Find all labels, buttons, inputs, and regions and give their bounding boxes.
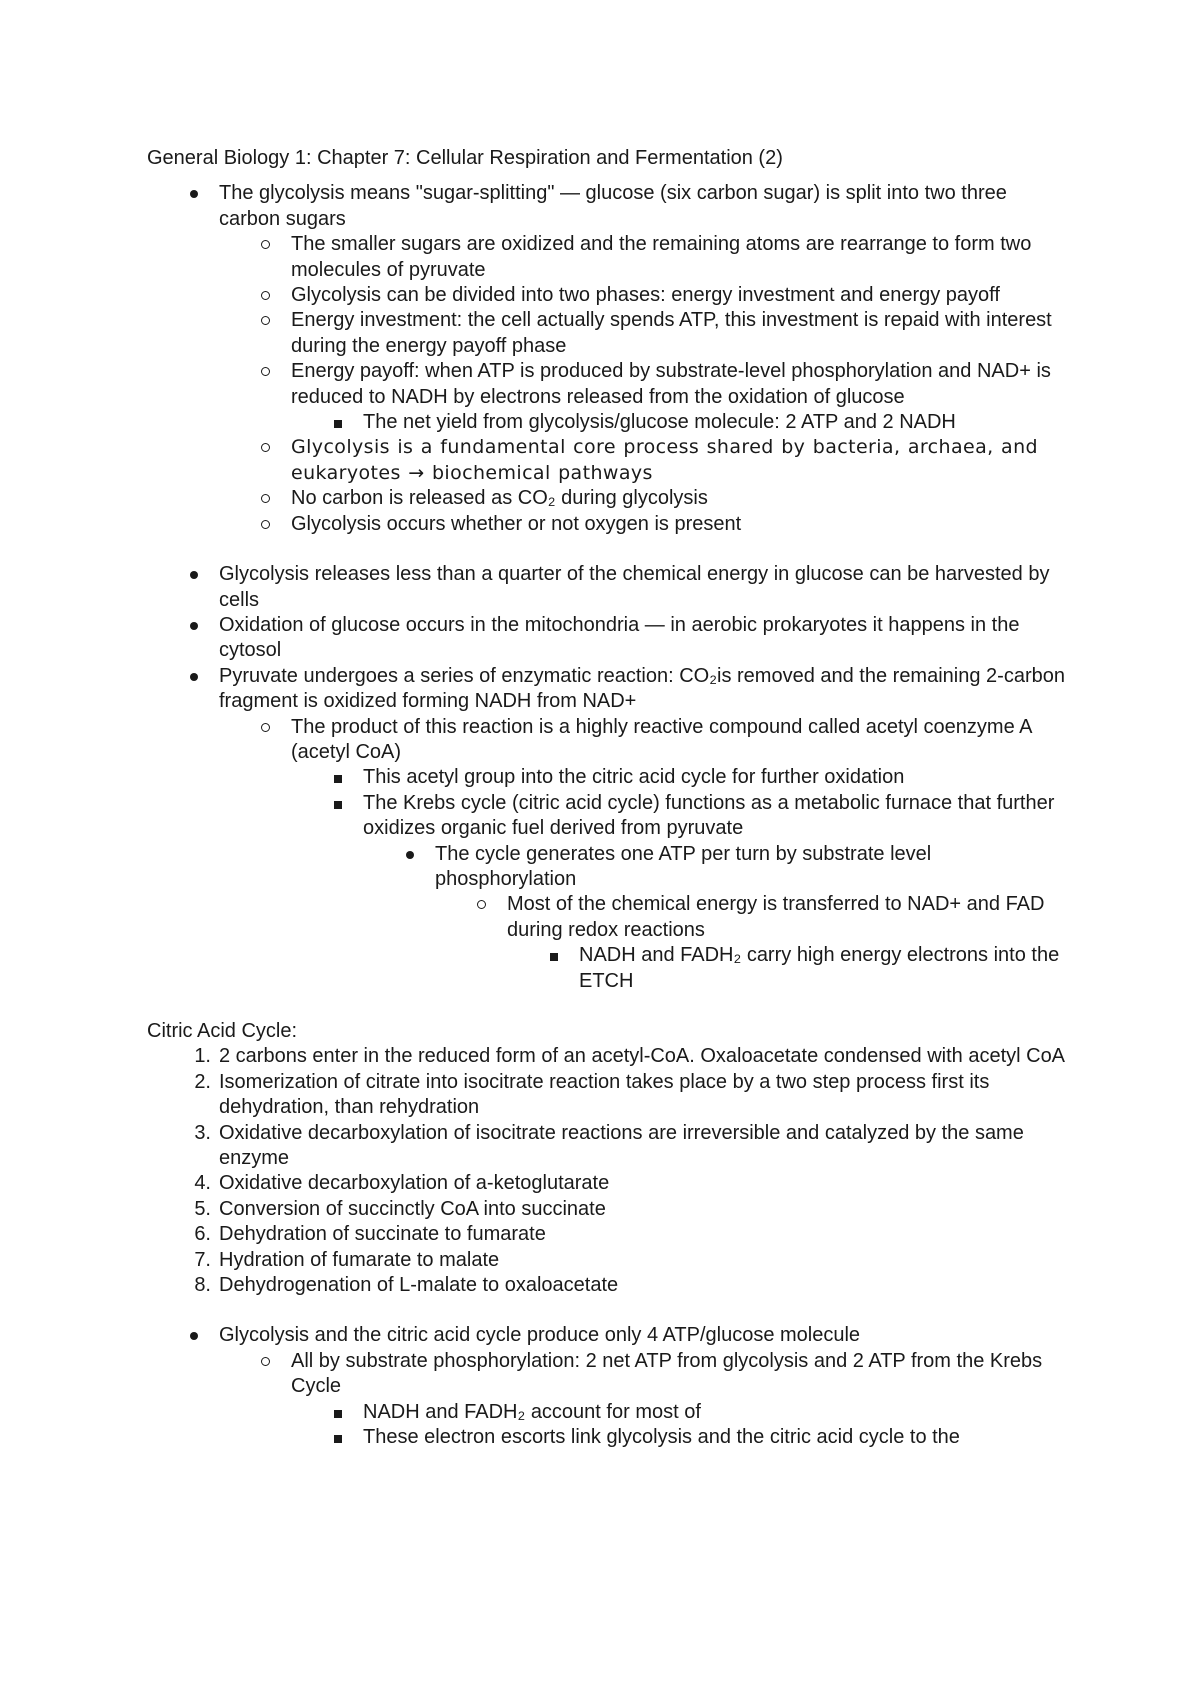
list-item-text: The net yield from glycolysis/glucose molecule: 2 ATP and 2 NADH bbox=[363, 411, 956, 434]
list-item-text: Glycolysis is a fundamental core process shared by bacteria, archaea, and eukaryotes → biochemical pathways bbox=[291, 436, 1038, 484]
list-item-text: No carbon is released as CO₂ during glycolysis bbox=[291, 487, 708, 510]
citric-acid-heading: Citric Acid Cycle: bbox=[147, 1020, 298, 1042]
list-item bbox=[363, 1400, 1067, 1425]
list-item-text: 2 carbons enter in the reduced form of an acetyl-CoA. Oxaloacetate condensed with acetyl CoA bbox=[219, 1045, 1066, 1068]
list-item-text: The product of this reaction is a highly reactive compound called acetyl coenzyme A (acetyl CoA) bbox=[291, 715, 1032, 763]
list-item-text: Energy investment: the cell actually spends ATP, this investment is repaid with interest during the energy payoff phase bbox=[291, 309, 1052, 357]
list-item-text: Most of the chemical energy is transferred to NAD+ and FAD during redox reactions bbox=[507, 893, 1045, 941]
list-item-text: The cycle generates one ATP per turn by substrate level phosphorylation bbox=[435, 842, 932, 890]
list-item-text: This acetyl group into the citric acid cycle for further oxidation bbox=[363, 766, 905, 789]
list-item bbox=[291, 486, 1067, 511]
list-item-text: The Krebs cycle (citric acid cycle) functions as a metabolic furnace that further oxidizes organic fuel derived from pyruvate bbox=[363, 791, 1055, 840]
list-item bbox=[219, 1323, 1067, 1450]
sublist bbox=[219, 715, 1067, 994]
sublist bbox=[435, 892, 1067, 994]
list-item bbox=[363, 765, 1067, 790]
list-item bbox=[219, 613, 1067, 664]
citric-steps-list bbox=[147, 1044, 1067, 1298]
list-item-text: Glycolysis can be divided into two phases: energy investment and energy payoff bbox=[291, 284, 1000, 307]
list-item bbox=[194, 1197, 1067, 1222]
sublist bbox=[291, 410, 1067, 435]
oxidation-list bbox=[147, 562, 1067, 994]
list-item bbox=[579, 943, 1067, 994]
sublist bbox=[291, 1400, 1067, 1451]
sublist bbox=[507, 943, 1067, 994]
list-item-text: Dehydration of succinate to fumarate bbox=[219, 1223, 546, 1246]
list-item-text: All by substrate phosphorylation: 2 net ATP from glycolysis and 2 ATP from the Krebs Cycle bbox=[291, 1349, 1043, 1398]
list-item-text: The smaller sugars are oxidized and the remaining atoms are rearrange to form two molecules of pyruvate bbox=[291, 233, 1032, 281]
list-item bbox=[291, 512, 1067, 537]
list-item bbox=[291, 308, 1067, 359]
list-item bbox=[194, 1044, 1067, 1069]
list-item bbox=[291, 232, 1067, 283]
step-number: 5. bbox=[194, 1197, 211, 1220]
list-item-text: Pyruvate undergoes a series of enzymatic reaction: CO₂is removed and the remaining 2-carbon fragment is oxidized forming NADH from NAD+ bbox=[219, 664, 1065, 713]
list-item bbox=[219, 664, 1067, 994]
spacer bbox=[147, 537, 1067, 562]
list-item bbox=[194, 1171, 1067, 1196]
list-item bbox=[194, 1222, 1067, 1247]
list-item-text: NADH and FADH₂ carry high energy electrons into the ETCH bbox=[579, 944, 1060, 992]
step-number: 3. bbox=[194, 1121, 211, 1144]
list-item bbox=[219, 562, 1067, 613]
list-item bbox=[219, 181, 1067, 537]
list-item bbox=[194, 1273, 1067, 1298]
list-item-text: The glycolysis means "sugar-splitting" — glucose (six carbon sugar) is split into two three carbon sugars bbox=[219, 182, 1007, 230]
list-item-text: Hydration of fumarate to malate bbox=[219, 1248, 500, 1271]
list-item bbox=[291, 1349, 1067, 1451]
spacer bbox=[147, 1298, 1067, 1323]
list-item-text: Oxidation of glucose occurs in the mitochondria — in aerobic prokaryotes it happens in the cytosol bbox=[219, 613, 1020, 662]
step-number: 1. bbox=[194, 1045, 211, 1068]
list-item-text: These electron escorts link glycolysis and the citric acid cycle to the bbox=[363, 1426, 960, 1449]
atp-list bbox=[147, 1323, 1067, 1450]
sublist bbox=[219, 1349, 1067, 1451]
list-item-text: Oxidative decarboxylation of a-ketoglutarate bbox=[219, 1172, 610, 1195]
document-content bbox=[147, 146, 1067, 1451]
list-item-text: NADH and FADH₂ account for most of bbox=[363, 1400, 701, 1423]
step-number: 2. bbox=[194, 1070, 211, 1093]
list-item bbox=[194, 1121, 1067, 1172]
sublist bbox=[219, 232, 1067, 537]
list-item bbox=[435, 842, 1067, 994]
list-item bbox=[291, 435, 1067, 486]
step-number: 4. bbox=[194, 1172, 211, 1195]
sublist bbox=[363, 842, 1067, 994]
list-item-text: Conversion of succinctly CoA into succinate bbox=[219, 1197, 606, 1220]
list-item-text: Dehydrogenation of L-malate to oxaloacetate bbox=[219, 1274, 619, 1297]
list-item-text: Glycolysis occurs whether or not oxygen is present bbox=[291, 512, 742, 535]
list-item bbox=[507, 892, 1067, 994]
list-item-text: Glycolysis and the citric acid cycle produce only 4 ATP/glucose molecule bbox=[219, 1324, 861, 1347]
step-number: 8. bbox=[194, 1274, 211, 1297]
list-item bbox=[194, 1248, 1067, 1273]
document-title: General Biology 1: Chapter 7: Cellular Respiration and Fermentation (2) bbox=[147, 147, 783, 169]
list-item bbox=[363, 1425, 1067, 1450]
sublist bbox=[291, 765, 1067, 994]
step-number: 6. bbox=[194, 1223, 211, 1246]
list-item-text: Energy payoff: when ATP is produced by substrate-level phosphorylation and NAD+ is reduced to NADH by electrons released from the oxidation of glucose bbox=[291, 360, 1051, 408]
list-item bbox=[291, 715, 1067, 994]
step-number: 7. bbox=[194, 1248, 211, 1271]
list-item bbox=[363, 410, 1067, 435]
spacer bbox=[147, 994, 1067, 1019]
glycolysis-list bbox=[147, 181, 1067, 537]
list-item bbox=[363, 791, 1067, 994]
list-item bbox=[291, 359, 1067, 435]
list-item bbox=[291, 283, 1067, 308]
list-item-text: Oxidative decarboxylation of isocitrate reactions are irreversible and catalyzed by the same enzyme bbox=[219, 1121, 1024, 1170]
list-item-text: Isomerization of citrate into isocitrate reaction takes place by a two step process first its dehydration, than rehydration bbox=[219, 1070, 990, 1119]
list-item bbox=[194, 1070, 1067, 1121]
list-item-text: Glycolysis releases less than a quarter of the chemical energy in glucose can be harvested by cells bbox=[219, 563, 1050, 611]
